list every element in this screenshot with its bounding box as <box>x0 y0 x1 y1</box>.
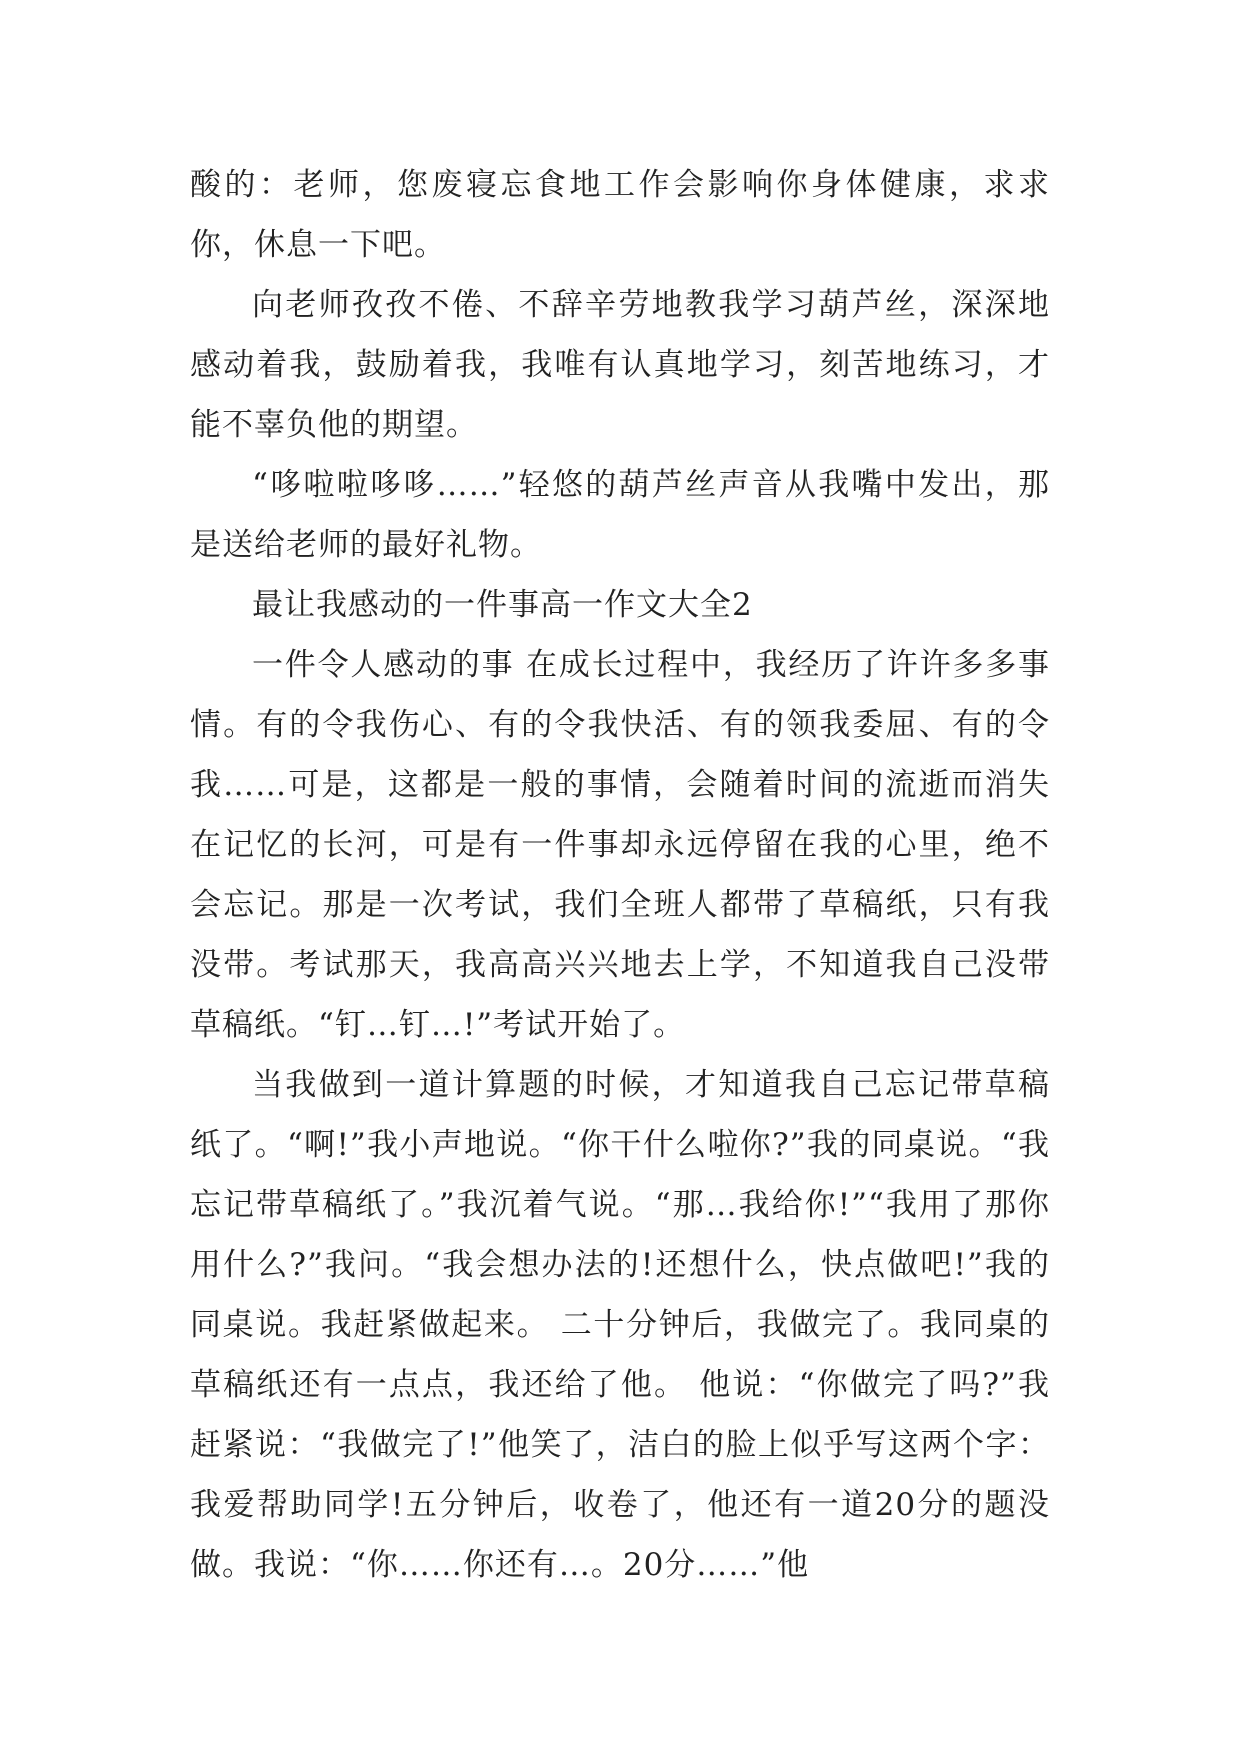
paragraph: 向老师孜孜不倦、不辞辛劳地教我学习葫芦丝，深深地感动着我，鼓励着我，我唯有认真地学习，刻苦地练习，才能不辜负他的期望。 <box>190 287 1050 443</box>
paragraph: “哆啦啦哆哆……”轻悠的葫芦丝声音从我嘴中发出，那是送给老师的最好礼物。 <box>190 467 1050 563</box>
section-heading: 最让我感动的一件事高一作文大全2 <box>252 587 753 623</box>
document-body <box>190 155 1050 1595</box>
paragraph: 当我做到一道计算题的时候，才知道我自己忘记带草稿纸了。“啊!”我小声地说。“你干什么啦你?”我的同桌说。“我忘记带草稿纸了。”我沉着气说。“那…我给你!”“我用了那你用什么?”我问。“我会想办法的!还想什么，快点做吧!”我的同桌说。我赶紧做起来。 二十分钟后，我做完了。我同桌的草稿纸还有一点点，我还给了他。 他说：“你做完了吗?”我赶紧说：“我做完了!”他笑了，洁白的脸上似乎写这两个字：我爱帮助同学!五分钟后，收卷了，他还有一道20分的题没做。我说：“你……你还有…。20分……”他 <box>190 1067 1050 1583</box>
paragraph: 一件令人感动的事 在成长过程中，我经历了许许多多事情。有的令我伤心、有的令我快活、有的领我委屈、有的令我……可是，这都是一般的事情，会随着时间的流逝而消失在记忆的长河，可是有一件事却永远停留在我的心里，绝不会忘记。那是一次考试，我们全班人都带了草稿纸，只有我没带。考试那天，我高高兴兴地去上学，不知道我自己没带草稿纸。“钉…钉…!”考试开始了。 <box>190 647 1050 1043</box>
paragraph-continuation: 酸的：老师，您废寝忘食地工作会影响你身体健康，求求你，休息一下吧。 <box>190 167 1050 263</box>
